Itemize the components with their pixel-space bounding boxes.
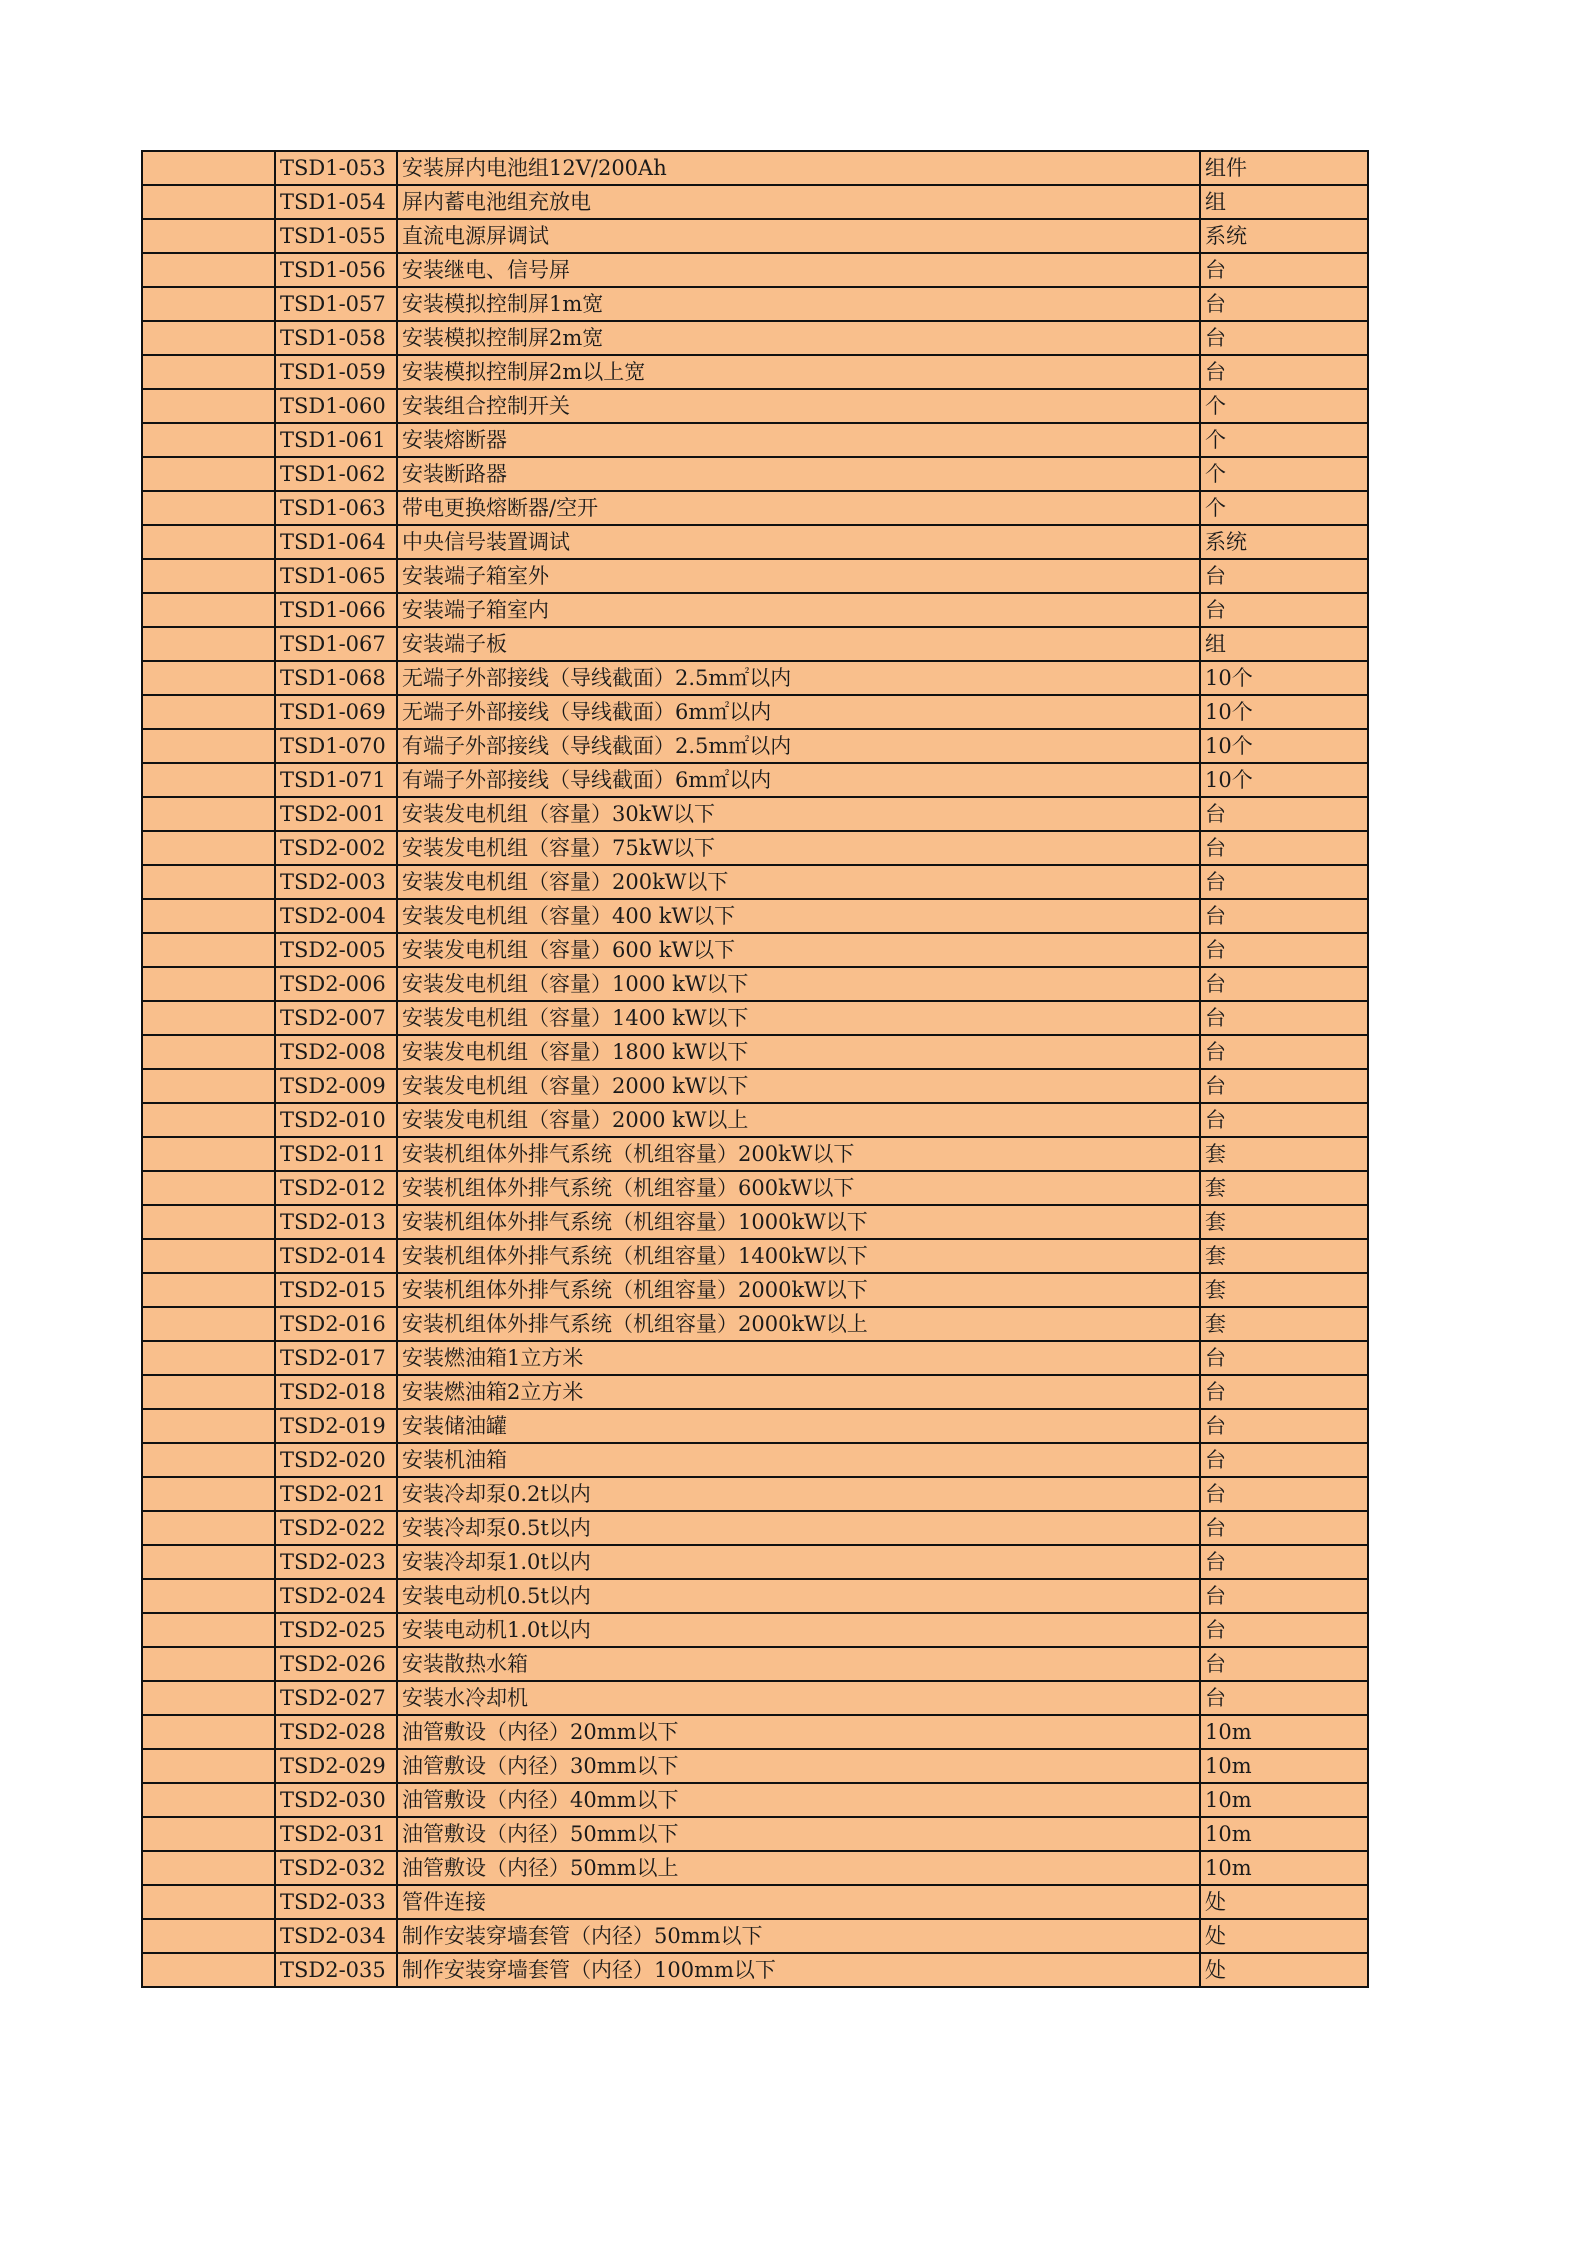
blank-cell [142,729,275,763]
unit-cell: 台 [1200,321,1368,355]
unit-cell: 台 [1200,1647,1368,1681]
unit-cell: 个 [1200,491,1368,525]
code-cell: TSD2-019 [275,1409,397,1443]
table-row [142,185,1368,219]
item-name-cell: 安装发电机组（容量）200kW以下 [397,865,1200,899]
blank-cell [142,1579,275,1613]
code-cell: TSD1-071 [275,763,397,797]
code-cell: TSD2-025 [275,1613,397,1647]
blank-cell [142,525,275,559]
unit-cell: 台 [1200,559,1368,593]
blank-cell [142,865,275,899]
table-row [142,695,1368,729]
table-row [142,1477,1368,1511]
blank-cell [142,831,275,865]
blank-cell [142,593,275,627]
unit-cell: 台 [1200,253,1368,287]
table-row [142,253,1368,287]
code-cell: TSD2-005 [275,933,397,967]
item-name-cell: 安装机组体外排气系统（机组容量）1400kW以下 [397,1239,1200,1273]
unit-cell: 台 [1200,865,1368,899]
item-name-cell: 安装发电机组（容量）1800 kW以下 [397,1035,1200,1069]
code-cell: TSD2-024 [275,1579,397,1613]
blank-cell [142,559,275,593]
code-cell: TSD2-004 [275,899,397,933]
table-row [142,1749,1368,1783]
table-row [142,389,1368,423]
unit-cell: 套 [1200,1205,1368,1239]
code-cell: TSD1-053 [275,151,397,185]
blank-cell [142,763,275,797]
blank-cell [142,1749,275,1783]
code-cell: TSD1-054 [275,185,397,219]
unit-cell: 台 [1200,1477,1368,1511]
unit-cell: 个 [1200,389,1368,423]
table-row [142,593,1368,627]
table-row [142,1035,1368,1069]
table-row [142,627,1368,661]
table-row [142,219,1368,253]
code-cell: TSD2-032 [275,1851,397,1885]
unit-cell: 台 [1200,355,1368,389]
code-cell: TSD2-006 [275,967,397,1001]
table-row [142,287,1368,321]
table-row [142,1783,1368,1817]
table-row [142,763,1368,797]
item-name-cell: 安装机组体外排气系统（机组容量）600kW以下 [397,1171,1200,1205]
table-row [142,1307,1368,1341]
item-name-cell: 安装端子箱室内 [397,593,1200,627]
item-name-cell: 安装发电机组（容量）1000 kW以下 [397,967,1200,1001]
unit-cell: 10m [1200,1749,1368,1783]
blank-cell [142,1035,275,1069]
item-name-cell: 安装发电机组（容量）600 kW以下 [397,933,1200,967]
unit-cell: 台 [1200,1443,1368,1477]
unit-cell: 台 [1200,933,1368,967]
code-cell: TSD2-008 [275,1035,397,1069]
item-name-cell: 安装电动机0.5t以内 [397,1579,1200,1613]
item-name-cell: 安装发电机组（容量）30kW以下 [397,797,1200,831]
code-cell: TSD2-031 [275,1817,397,1851]
blank-cell [142,1715,275,1749]
unit-cell: 个 [1200,423,1368,457]
table-row [142,1069,1368,1103]
item-name-cell: 安装断路器 [397,457,1200,491]
blank-cell [142,797,275,831]
blank-cell [142,1613,275,1647]
blank-cell [142,253,275,287]
blank-cell [142,1307,275,1341]
code-cell: TSD2-001 [275,797,397,831]
item-name-cell: 无端子外部接线（导线截面）6m㎡以内 [397,695,1200,729]
table-row [142,423,1368,457]
item-name-cell: 油管敷设（内径）50mm以上 [397,1851,1200,1885]
blank-cell [142,933,275,967]
item-name-cell: 安装机组体外排气系统（机组容量）2000kW以上 [397,1307,1200,1341]
code-cell: TSD2-028 [275,1715,397,1749]
code-cell: TSD1-058 [275,321,397,355]
table-row [142,1137,1368,1171]
item-name-cell: 安装发电机组（容量）75kW以下 [397,831,1200,865]
table-row [142,1239,1368,1273]
table-row [142,865,1368,899]
code-cell: TSD2-020 [275,1443,397,1477]
item-name-cell: 油管敷设（内径）30mm以下 [397,1749,1200,1783]
unit-cell: 台 [1200,1103,1368,1137]
code-cell: TSD2-017 [275,1341,397,1375]
item-name-cell: 安装组合控制开关 [397,389,1200,423]
code-cell: TSD1-063 [275,491,397,525]
item-name-cell: 安装屏内电池组12V/200Ah [397,151,1200,185]
blank-cell [142,899,275,933]
table-row [142,933,1368,967]
item-name-cell: 安装模拟控制屏2m宽 [397,321,1200,355]
code-cell: TSD1-062 [275,457,397,491]
code-cell: TSD2-023 [275,1545,397,1579]
code-cell: TSD2-007 [275,1001,397,1035]
code-cell: TSD1-060 [275,389,397,423]
unit-cell: 台 [1200,831,1368,865]
item-name-cell: 安装发电机组（容量）1400 kW以下 [397,1001,1200,1035]
table-row [142,1375,1368,1409]
unit-cell: 套 [1200,1137,1368,1171]
blank-cell [142,1443,275,1477]
unit-cell: 台 [1200,1613,1368,1647]
table-row [142,491,1368,525]
code-cell: TSD2-015 [275,1273,397,1307]
code-cell: TSD1-067 [275,627,397,661]
blank-cell [142,355,275,389]
table-row [142,729,1368,763]
table-row [142,1715,1368,1749]
item-name-cell: 安装水冷却机 [397,1681,1200,1715]
item-name-cell: 油管敷设（内径）40mm以下 [397,1783,1200,1817]
unit-cell: 10m [1200,1851,1368,1885]
blank-cell [142,1273,275,1307]
blank-cell [142,661,275,695]
table-row [142,559,1368,593]
unit-cell: 10个 [1200,661,1368,695]
blank-cell [142,1069,275,1103]
unit-cell: 台 [1200,287,1368,321]
unit-cell: 台 [1200,1545,1368,1579]
code-cell: TSD1-065 [275,559,397,593]
unit-cell: 组件 [1200,151,1368,185]
blank-cell [142,1375,275,1409]
table-row [142,1851,1368,1885]
blank-cell [142,389,275,423]
unit-cell: 台 [1200,1069,1368,1103]
item-name-cell: 直流电源屏调试 [397,219,1200,253]
table-row [142,967,1368,1001]
code-cell: TSD2-002 [275,831,397,865]
table-row [142,797,1368,831]
unit-cell: 台 [1200,899,1368,933]
item-name-cell: 安装发电机组（容量）2000 kW以下 [397,1069,1200,1103]
code-cell: TSD1-061 [275,423,397,457]
table-row [142,1511,1368,1545]
table-row [142,899,1368,933]
item-name-cell: 安装机组体外排气系统（机组容量）2000kW以下 [397,1273,1200,1307]
table-row [142,1647,1368,1681]
unit-cell: 套 [1200,1239,1368,1273]
code-cell: TSD1-055 [275,219,397,253]
blank-cell [142,695,275,729]
unit-cell: 系统 [1200,525,1368,559]
unit-cell: 台 [1200,797,1368,831]
blank-cell [142,1103,275,1137]
unit-cell: 台 [1200,1579,1368,1613]
unit-cell: 10m [1200,1715,1368,1749]
table-row [142,1409,1368,1443]
item-name-cell: 屏内蓄电池组充放电 [397,185,1200,219]
unit-cell: 处 [1200,1919,1368,1953]
table-row [142,1273,1368,1307]
blank-cell [142,1137,275,1171]
code-cell: TSD2-012 [275,1171,397,1205]
quota-table [141,150,1369,1988]
unit-cell: 处 [1200,1885,1368,1919]
code-cell: TSD1-069 [275,695,397,729]
unit-cell: 套 [1200,1273,1368,1307]
blank-cell [142,1205,275,1239]
unit-cell: 10m [1200,1817,1368,1851]
code-cell: TSD2-034 [275,1919,397,1953]
item-name-cell: 安装储油罐 [397,1409,1200,1443]
blank-cell [142,1919,275,1953]
blank-cell [142,321,275,355]
blank-cell [142,627,275,661]
blank-cell [142,1851,275,1885]
item-name-cell: 安装燃油箱2立方米 [397,1375,1200,1409]
item-name-cell: 安装发电机组（容量）2000 kW以上 [397,1103,1200,1137]
table-row [142,355,1368,389]
item-name-cell: 安装冷却泵1.0t以内 [397,1545,1200,1579]
code-cell: TSD1-064 [275,525,397,559]
item-name-cell: 中央信号装置调试 [397,525,1200,559]
unit-cell: 处 [1200,1953,1368,1987]
blank-cell [142,1511,275,1545]
item-name-cell: 安装端子板 [397,627,1200,661]
table-row [142,1817,1368,1851]
table-row [142,1613,1368,1647]
table-row [142,525,1368,559]
code-cell: TSD1-057 [275,287,397,321]
code-cell: TSD2-014 [275,1239,397,1273]
table-row [142,1681,1368,1715]
unit-cell: 台 [1200,1341,1368,1375]
item-name-cell: 制作安装穿墙套管（内径）50mm以下 [397,1919,1200,1953]
table-row [142,1919,1368,1953]
blank-cell [142,1239,275,1273]
code-cell: TSD2-033 [275,1885,397,1919]
unit-cell: 台 [1200,967,1368,1001]
table-row [142,1001,1368,1035]
code-cell: TSD2-003 [275,865,397,899]
blank-cell [142,1783,275,1817]
unit-cell: 组 [1200,627,1368,661]
table-row [142,1443,1368,1477]
code-cell: TSD2-010 [275,1103,397,1137]
unit-cell: 套 [1200,1307,1368,1341]
blank-cell [142,1409,275,1443]
unit-cell: 10个 [1200,729,1368,763]
item-name-cell: 安装端子箱室外 [397,559,1200,593]
blank-cell [142,1341,275,1375]
unit-cell: 台 [1200,1035,1368,1069]
item-name-cell: 安装发电机组（容量）400 kW以下 [397,899,1200,933]
code-cell: TSD2-009 [275,1069,397,1103]
blank-cell [142,1953,275,1987]
unit-cell: 个 [1200,457,1368,491]
blank-cell [142,151,275,185]
blank-cell [142,967,275,1001]
quota-table-body [142,151,1368,1987]
table-row [142,1953,1368,1987]
code-cell: TSD1-070 [275,729,397,763]
item-name-cell: 安装机组体外排气系统（机组容量）200kW以下 [397,1137,1200,1171]
code-cell: TSD2-022 [275,1511,397,1545]
table-row [142,1545,1368,1579]
unit-cell: 套 [1200,1171,1368,1205]
unit-cell: 台 [1200,1511,1368,1545]
code-cell: TSD2-030 [275,1783,397,1817]
item-name-cell: 安装冷却泵0.2t以内 [397,1477,1200,1511]
table-row [142,1341,1368,1375]
blank-cell [142,457,275,491]
unit-cell: 台 [1200,1375,1368,1409]
code-cell: TSD2-013 [275,1205,397,1239]
blank-cell [142,185,275,219]
item-name-cell: 安装机油箱 [397,1443,1200,1477]
code-cell: TSD2-016 [275,1307,397,1341]
table-row [142,1171,1368,1205]
table-row [142,457,1368,491]
blank-cell [142,1817,275,1851]
code-cell: TSD1-068 [275,661,397,695]
code-cell: TSD2-011 [275,1137,397,1171]
item-name-cell: 安装燃油箱1立方米 [397,1341,1200,1375]
unit-cell: 台 [1200,593,1368,627]
item-name-cell: 安装熔断器 [397,423,1200,457]
item-name-cell: 油管敷设（内径）50mm以下 [397,1817,1200,1851]
blank-cell [142,287,275,321]
table-row [142,1205,1368,1239]
blank-cell [142,1681,275,1715]
unit-cell: 10m [1200,1783,1368,1817]
code-cell: TSD1-059 [275,355,397,389]
unit-cell: 组 [1200,185,1368,219]
table-row [142,661,1368,695]
item-name-cell: 有端子外部接线（导线截面）2.5m㎡以内 [397,729,1200,763]
blank-cell [142,219,275,253]
code-cell: TSD1-066 [275,593,397,627]
table-row [142,1579,1368,1613]
blank-cell [142,1885,275,1919]
code-cell: TSD2-026 [275,1647,397,1681]
item-name-cell: 安装模拟控制屏1m宽 [397,287,1200,321]
code-cell: TSD1-056 [275,253,397,287]
code-cell: TSD2-029 [275,1749,397,1783]
code-cell: TSD2-018 [275,1375,397,1409]
code-cell: TSD2-021 [275,1477,397,1511]
item-name-cell: 无端子外部接线（导线截面）2.5m㎡以内 [397,661,1200,695]
table-row [142,321,1368,355]
code-cell: TSD2-027 [275,1681,397,1715]
table-row [142,151,1368,185]
item-name-cell: 安装继电、信号屏 [397,253,1200,287]
item-name-cell: 有端子外部接线（导线截面）6m㎡以内 [397,763,1200,797]
blank-cell [142,1001,275,1035]
item-name-cell: 安装散热水箱 [397,1647,1200,1681]
item-name-cell: 管件连接 [397,1885,1200,1919]
blank-cell [142,491,275,525]
item-name-cell: 油管敷设（内径）20mm以下 [397,1715,1200,1749]
item-name-cell: 制作安装穿墙套管（内径）100mm以下 [397,1953,1200,1987]
item-name-cell: 安装模拟控制屏2m以上宽 [397,355,1200,389]
blank-cell [142,1647,275,1681]
unit-cell: 台 [1200,1409,1368,1443]
code-cell: TSD2-035 [275,1953,397,1987]
unit-cell: 10个 [1200,695,1368,729]
blank-cell [142,1545,275,1579]
table-row [142,1885,1368,1919]
table-row [142,1103,1368,1137]
item-name-cell: 安装冷却泵0.5t以内 [397,1511,1200,1545]
item-name-cell: 带电更换熔断器/空开 [397,491,1200,525]
item-name-cell: 安装机组体外排气系统（机组容量）1000kW以下 [397,1205,1200,1239]
blank-cell [142,1171,275,1205]
table-row [142,831,1368,865]
unit-cell: 10个 [1200,763,1368,797]
blank-cell [142,1477,275,1511]
unit-cell: 台 [1200,1001,1368,1035]
blank-cell [142,423,275,457]
item-name-cell: 安装电动机1.0t以内 [397,1613,1200,1647]
unit-cell: 台 [1200,1681,1368,1715]
unit-cell: 系统 [1200,219,1368,253]
